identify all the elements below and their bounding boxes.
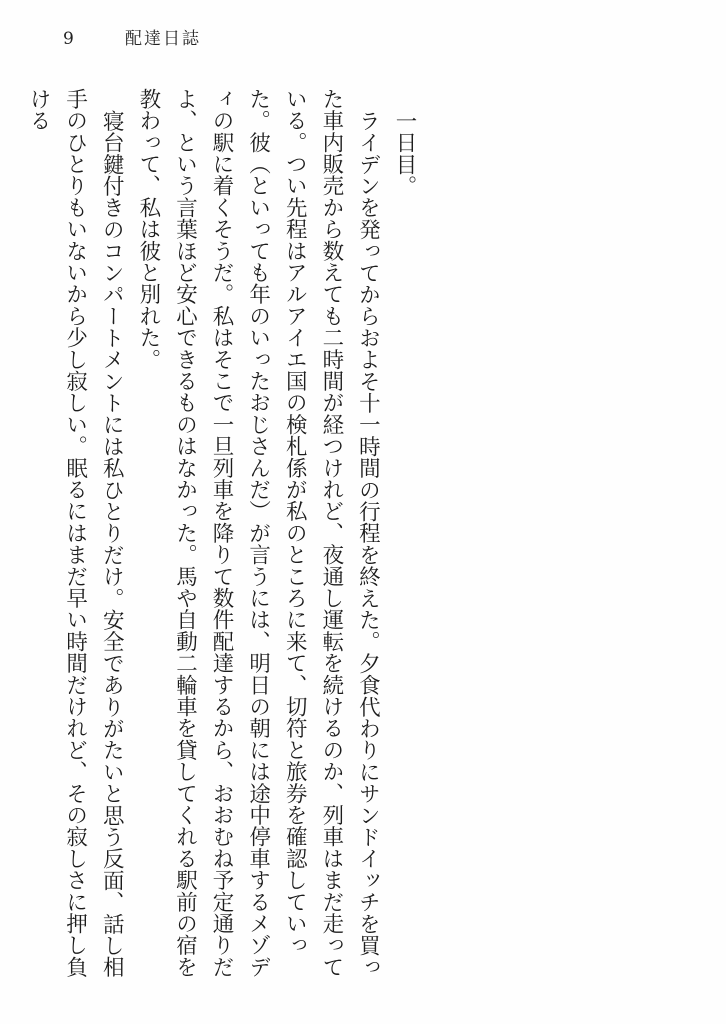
running-title: 配達日誌: [125, 29, 201, 49]
page-body-text: [19, 88, 422, 994]
paragraph-journey: ライデンを発ってからおよそ十一時間の行程を終えた。夕食代わりにサンドイッチを買った車内販売から数えても二時間が経つけれど、夜通し運転を続けるのか、列車はまだ走っている。つい先程はアルアイエ国の検札係が私のところに来て、切符と旅券を確認していった。彼（といっても年のいったおじさんだ）が言うには、明日の朝には途中停車するメゾディの駅に着くそうだ。私はそこで一旦列車を降りて数件配達するから、おおむね予定通りだよ、という言葉ほど安心できるものはなかった。馬や自動二輪車を貸してくれる駅前の宿を教わって、私は彼と別れた。: [135, 88, 381, 978]
page-number: 9: [63, 29, 74, 49]
page-header: [63, 24, 201, 49]
paragraph-compartment: 寝台鍵付きのコンパートメントには私ひとりだけ。安全でありがたいと思う反面、話し相手のひとりもいないから少し寂しい。眠るにはまだ早い時間だけれど、その寂しさに押し負ける: [26, 88, 125, 978]
paragraph-day-heading: 一日目。: [392, 109, 417, 197]
